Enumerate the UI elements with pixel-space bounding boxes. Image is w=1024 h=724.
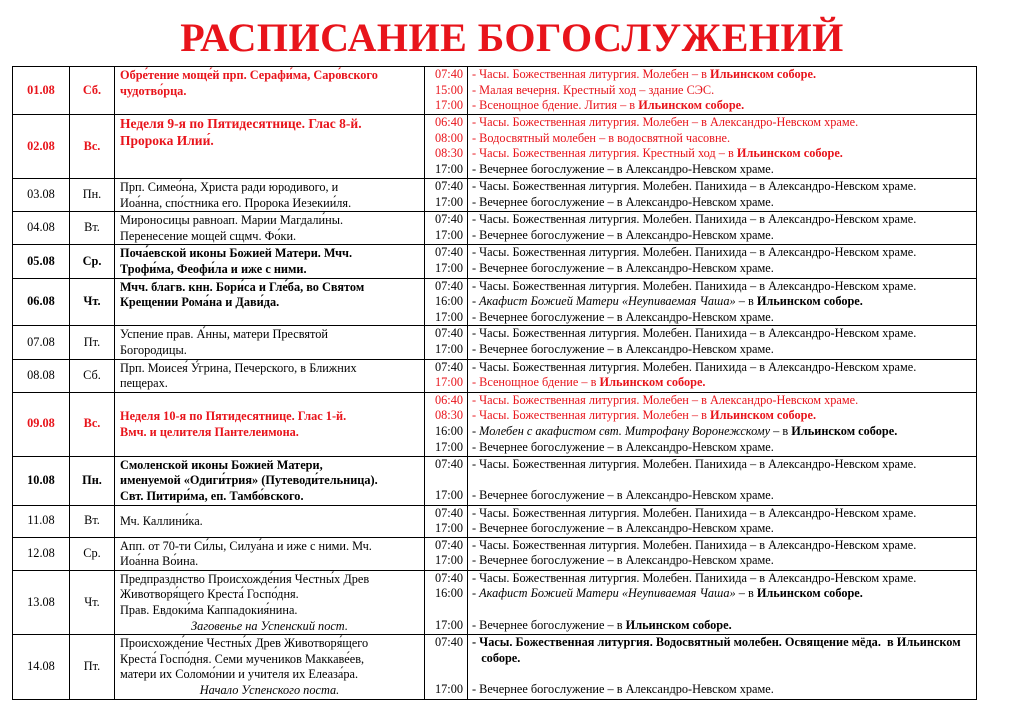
row-services (468, 67, 977, 115)
row-services (468, 570, 977, 634)
row-feast (115, 179, 425, 212)
service-time: 07:40 (434, 456, 463, 471)
feast-line: именуемой «Одиги́трия» (Путеводи́тельница). (120, 473, 378, 488)
service-time: 17:00 (434, 98, 463, 113)
row-date: 06.08 (13, 278, 70, 326)
row-times (425, 115, 468, 179)
row-services (468, 392, 977, 456)
service-time: 07:40 (434, 245, 463, 260)
service-text: - (472, 586, 480, 601)
row-date: 10.08 (13, 456, 70, 505)
schedule-row (13, 537, 977, 570)
service-time: 17:00 (434, 487, 463, 502)
row-services (468, 278, 977, 326)
service-line (472, 67, 976, 83)
schedule-row (13, 179, 977, 212)
service-line (472, 261, 976, 277)
service-line (472, 98, 976, 114)
feast-line: Успение прав. А́нны, матери Пресвятой (120, 327, 328, 342)
service-time: 07:40 (434, 179, 463, 193)
service-time (425, 602, 463, 618)
service-line (472, 195, 976, 211)
row-weekday: Сб. (70, 67, 115, 115)
schedule-row (13, 456, 977, 505)
feast-line: Вмч. и целителя Пантелеимона. (120, 424, 299, 439)
service-time: 16:00 (434, 423, 463, 438)
service-text: - Водосвятный молебен – в водосвятной часовне. (472, 130, 731, 145)
service-time: 17:00 (434, 161, 463, 176)
service-text: - Вечернее богослужение – в Александро-Невском храме. (472, 521, 774, 536)
row-date: 11.08 (13, 505, 70, 537)
service-time: 15:00 (434, 82, 463, 97)
service-text: Ильинском соборе. (756, 294, 863, 309)
service-time: 17:00 (434, 260, 463, 275)
service-time: 17:00 (434, 341, 463, 356)
row-times (425, 570, 468, 634)
service-line (472, 538, 976, 554)
feast-line: Животворя́щего Креста́ Госпо́дня. (120, 587, 299, 602)
feast-line: Свт. Питири́ма, еп. Тамбо́вского. (120, 488, 304, 503)
service-line (472, 212, 976, 228)
service-time: 17:00 (434, 194, 463, 209)
service-time: 06:40 (434, 392, 463, 407)
row-date: 07.08 (13, 326, 70, 359)
service-line (472, 115, 976, 131)
service-line (472, 586, 976, 602)
service-text: - Часы. Божественная литургия. Молебен – в Александро-Невском храме. (472, 115, 859, 129)
feast-line: чудотво́рца. (120, 83, 187, 98)
service-text: - Часы. Божественная литургия. Молебен. Панихида – в Александро-Невском храме. (472, 179, 917, 193)
feast-line: Предпразднство Происхожде́ния Честны́х Древ (120, 571, 370, 586)
feast-line: Крещении Рома́на и Дави́да. (120, 295, 280, 310)
service-line (472, 602, 976, 618)
row-services (468, 635, 977, 699)
service-text: - Часы. Божественная литургия. Молебен. Панихида – в Александро-Невском храме. (472, 456, 917, 471)
feast-line: Иоа́нна Во́ина. (120, 554, 199, 569)
schedule-row (13, 67, 977, 115)
service-line (472, 424, 976, 440)
service-text: - Вечернее богослужение – в Александро-Невском храме. (472, 309, 774, 324)
service-time: 17:00 (434, 375, 463, 390)
service-text: Ильинском соборе. (625, 617, 732, 632)
service-line (472, 375, 976, 391)
row-feast (115, 359, 425, 392)
row-date: 05.08 (13, 245, 70, 278)
row-services (468, 456, 977, 505)
row-date: 03.08 (13, 179, 70, 212)
service-text: - Часы. Божественная литургия. Молебен – в (472, 408, 711, 423)
row-times (425, 326, 468, 359)
service-time: 08:30 (434, 146, 463, 161)
row-times (425, 392, 468, 456)
service-line (472, 506, 976, 522)
service-text: - Часы. Божественная литургия. Молебен. Панихида – в Александро-Невском храме. (472, 326, 917, 341)
service-line (472, 682, 976, 698)
service-time: 17:00 (434, 227, 463, 242)
feast-line: Прп. Симео́на, Христа ради юродивого, и (120, 180, 339, 194)
service-text: - Часы. Божественная литургия. Крестный ход – в (472, 146, 737, 161)
service-line (472, 666, 976, 682)
service-time: 07:40 (434, 278, 463, 293)
row-times (425, 505, 468, 537)
service-time: 07:40 (434, 67, 463, 81)
row-feast (115, 278, 425, 326)
service-line (472, 179, 976, 195)
schedule-row (13, 392, 977, 456)
feast-line: Смоленской иконы Божией Матери, (120, 457, 323, 472)
service-text: - Вечернее богослужение – в Александро-Невском храме. (472, 194, 774, 209)
feast-line: Неделя 10-я по Пятидесятнице. Глас 1-й. (120, 409, 347, 424)
row-times (425, 456, 468, 505)
service-time: 17:00 (434, 553, 463, 568)
feast-line: Прав. Евдоки́ма Каппадокия́нина. (120, 603, 298, 618)
service-time: 07:40 (434, 212, 463, 227)
service-text: Акафист Божией Матери «Неупиваемая Чаша» (479, 586, 736, 601)
service-text: - Вечернее богослужение – в Александро-Невском храме. (472, 161, 774, 176)
row-weekday: Ср. (70, 245, 115, 278)
service-text: - Часы. Божественная литургия. Молебен – в (472, 67, 711, 81)
service-text: - Вечернее богослужение – в Александро-Невском храме. (472, 553, 774, 568)
service-text: - Часы. Божественная литургия. Молебен. Панихида – в Александро-Невском храме. (472, 278, 917, 293)
feast-line: Происхожде́ние Честны́х Древ Животворя́щего (120, 636, 369, 651)
service-text: в Ильинском (887, 635, 961, 650)
row-services (468, 537, 977, 570)
row-weekday: Пт. (70, 635, 115, 699)
row-date: 04.08 (13, 212, 70, 245)
service-time: 07:40 (434, 635, 463, 650)
service-text: - (472, 294, 480, 309)
service-line (472, 618, 976, 634)
service-time (425, 472, 463, 488)
row-weekday: Чт. (70, 278, 115, 326)
service-text: – в (735, 586, 757, 601)
service-text: - Часы. Божественная литургия. Молебен. Панихида – в Александро-Невском храме. (472, 570, 917, 585)
service-text: - Часы. Божественная литургия. Молебен. Панихида – в Александро-Невском храме. (472, 212, 917, 227)
row-date: 12.08 (13, 537, 70, 570)
feast-line: Перенесение мощей сщмч. Фо́ки. (120, 228, 297, 243)
row-weekday: Вт. (70, 505, 115, 537)
service-line (472, 571, 976, 587)
row-weekday: Сб. (70, 359, 115, 392)
service-text: Ильинском соборе. (736, 146, 843, 161)
row-date: 09.08 (13, 392, 70, 456)
service-line (472, 131, 976, 147)
row-times (425, 635, 468, 699)
feast-line: Поча́евской иконы Божией Матери. Мчч. (120, 246, 353, 261)
feast-line: Иоа́нна, спо́стника его. Пророка Иезекии́ля. (120, 195, 352, 210)
feast-line: Апп. от 70-ти Си́лы, Силуа́на и иже с ними. Мч. (120, 538, 372, 553)
feast-line (120, 394, 419, 410)
service-text: Ильинском соборе. (791, 423, 898, 438)
service-text: Акафист Божией Матери «Неупиваемая Чаша» (479, 294, 736, 309)
service-text: - Малая вечерня. Крестный ход – здание СЭС. (472, 82, 715, 97)
row-times (425, 179, 468, 212)
service-text: - Часы. Божественная литургия. Молебен – в Александро-Невском храме. (472, 392, 859, 407)
service-line (472, 146, 976, 162)
service-time: 06:40 (434, 115, 463, 129)
service-time: 17:00 (434, 682, 463, 697)
row-times (425, 245, 468, 278)
service-time: 07:40 (434, 326, 463, 341)
row-services (468, 245, 977, 278)
service-time: 17:00 (434, 521, 463, 536)
feast-line: Богородицы. (120, 342, 187, 357)
service-text: - Вечернее богослужение – в Александро-Невском храме. (472, 341, 774, 356)
row-date: 01.08 (13, 67, 70, 115)
row-times (425, 67, 468, 115)
service-line (472, 228, 976, 244)
schedule-row (13, 570, 977, 634)
schedule-row (13, 245, 977, 278)
service-text: Ильинском соборе. (638, 98, 745, 113)
feast-line: Мчч. благв. кнн. Бори́са и Гле́ба, во Святом (120, 279, 365, 294)
feast-line: Обре́тение моще́й прп. Серафи́ма, Саро́вского (120, 68, 378, 82)
service-line (472, 440, 976, 456)
row-date: 08.08 (13, 359, 70, 392)
service-text: - Часы. Божественная литургия. Молебен. Панихида – в Александро-Невском храме. (472, 359, 917, 374)
row-services (468, 359, 977, 392)
service-text: - Вечернее богослужение – в Александро-Невском храме. (472, 682, 774, 697)
row-feast (115, 570, 425, 634)
service-line (472, 326, 976, 342)
row-feast (115, 456, 425, 505)
feast-line: Мироносицы равноап. Марии Магдали́ны. (120, 213, 344, 228)
service-text: - Всенощное бдение. Лития – в (472, 98, 639, 113)
row-date: 13.08 (13, 570, 70, 634)
feast-line: Креста́ Госпо́дня. Семи мучеников Маккаве́ев, (120, 651, 365, 666)
service-time: 07:40 (434, 537, 463, 552)
service-line (472, 651, 976, 667)
service-text: Ильинском соборе. (710, 408, 817, 423)
page-title: РАСПИСАНИЕ БОГОСЛУЖЕНИЙ (180, 15, 844, 60)
service-time: 17:00 (434, 439, 463, 454)
service-line (472, 245, 976, 261)
service-line (472, 521, 976, 537)
row-feast (115, 212, 425, 245)
service-text: Молебен с акафистом свт. Митрофану Воронежскому (479, 423, 771, 438)
row-times (425, 278, 468, 326)
schedule-row (13, 635, 977, 699)
row-times (425, 359, 468, 392)
service-line (472, 294, 976, 310)
service-text: - Часы. Божественная литургия. Молебен. Панихида – в Александро-Невском храме. (472, 537, 917, 552)
feast-line: Мч. Каллини́ка. (120, 513, 203, 528)
feast-line: Пророка Илии́. (120, 133, 214, 148)
feast-line: Трофи́ма, Феофи́ла и иже с ними. (120, 261, 307, 276)
service-text: соборе. (472, 650, 521, 665)
service-text: - (472, 423, 480, 438)
service-line (472, 635, 976, 651)
schedule-row (13, 326, 977, 359)
service-time: 07:40 (434, 505, 463, 520)
service-text: - Вечернее богослужение – в Александро-Невском храме. (472, 227, 774, 242)
row-feast (115, 67, 425, 115)
service-line (472, 360, 976, 376)
service-text: – в (770, 423, 792, 438)
service-time (425, 666, 463, 682)
service-line (472, 162, 976, 178)
schedule-row (13, 359, 977, 392)
service-text: - Вечернее богослужение – в Александро-Невском храме. (472, 487, 774, 502)
feast-line: Прп. Моисея́ У́грина, Печерского, в Ближних (120, 360, 357, 375)
service-line (472, 83, 976, 99)
schedule-row (13, 278, 977, 326)
feast-line: пещерах. (120, 376, 168, 391)
row-feast (115, 635, 425, 699)
row-services (468, 326, 977, 359)
service-text: Ильинском соборе. (710, 67, 817, 81)
service-time: 07:40 (434, 570, 463, 585)
row-date: 02.08 (13, 115, 70, 179)
row-services (468, 505, 977, 537)
service-time: 16:00 (434, 294, 463, 309)
row-services (468, 212, 977, 245)
service-text: - Часы. Божественная литургия. Молебен. Панихида – в Александро-Невском храме. (472, 245, 917, 260)
row-feast (115, 505, 425, 537)
service-text: - Вечернее богослужение – в Александро-Невском храме. (472, 439, 774, 454)
row-weekday: Вс. (70, 392, 115, 456)
service-line (472, 457, 976, 473)
row-weekday: Пн. (70, 456, 115, 505)
schedule-table (12, 66, 977, 700)
row-weekday: Вс. (70, 115, 115, 179)
service-line (472, 472, 976, 488)
row-feast (115, 115, 425, 179)
service-line (472, 342, 976, 358)
service-text: - Часы. Божественная литургия. Молебен. Панихида – в Александро-Невском храме. (472, 505, 917, 520)
service-time: 08:30 (434, 408, 463, 423)
row-feast (115, 537, 425, 570)
service-text: Ильинском соборе. (599, 375, 706, 390)
row-feast (115, 392, 425, 456)
schedule-row (13, 212, 977, 245)
service-line (472, 488, 976, 504)
row-date: 14.08 (13, 635, 70, 699)
service-time: 17:00 (434, 617, 463, 632)
schedule-row (13, 505, 977, 537)
service-time: 07:40 (434, 359, 463, 374)
service-text: - Всенощное бдение – в (472, 375, 600, 390)
row-feast (115, 326, 425, 359)
service-text: - Часы. Божественная литургия. Водосвятный молебен. Освящение мёда. (472, 635, 888, 650)
feast-line: Неделя 9-я по Пятидесятнице. Глас 8-й. (120, 116, 362, 131)
service-line (472, 408, 976, 424)
service-time (425, 651, 463, 667)
row-services (468, 179, 977, 212)
service-line (472, 553, 976, 569)
feast-note: Начало Успенского поста. (199, 683, 340, 698)
service-time: 08:00 (434, 130, 463, 145)
row-feast (115, 245, 425, 278)
row-times (425, 537, 468, 570)
service-time: 17:00 (434, 309, 463, 324)
row-weekday: Ср. (70, 537, 115, 570)
service-line (472, 279, 976, 295)
row-services (468, 115, 977, 179)
schedule-row (13, 115, 977, 179)
row-weekday: Пт. (70, 326, 115, 359)
service-text: - Вечернее богослужение – в Александро-Невском храме. (472, 260, 774, 275)
service-line (472, 393, 976, 409)
row-times (425, 212, 468, 245)
service-time: 16:00 (434, 586, 463, 601)
service-text: - Вечернее богослужение – в (472, 617, 626, 632)
row-weekday: Вт. (70, 212, 115, 245)
row-weekday: Пн. (70, 179, 115, 212)
service-line (472, 310, 976, 326)
feast-note: Заговенье на Успенский пост. (191, 618, 348, 633)
service-text: – в (735, 294, 757, 309)
feast-line: матери их Соломо́нии и учителя их Елеаза́ра. (120, 667, 359, 682)
service-text: Ильинском соборе. (756, 586, 863, 601)
row-weekday: Чт. (70, 570, 115, 634)
